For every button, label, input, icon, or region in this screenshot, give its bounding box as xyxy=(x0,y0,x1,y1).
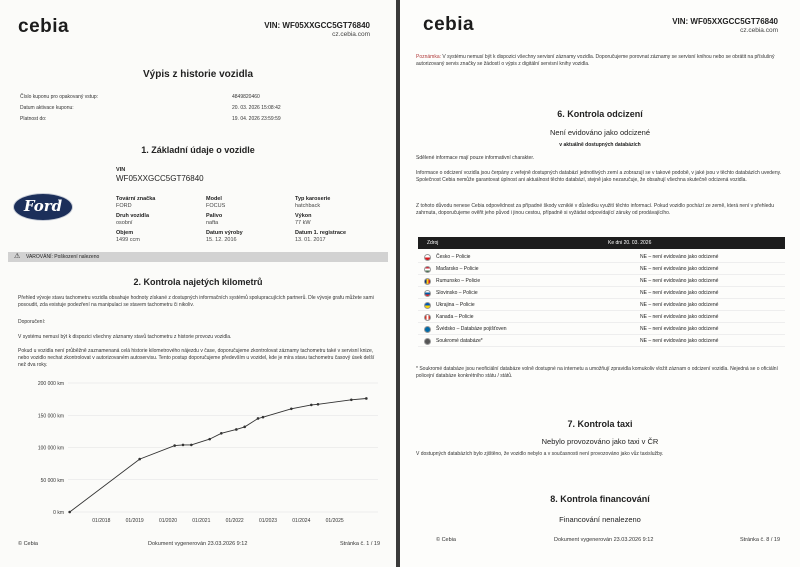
field-label: Model xyxy=(206,196,222,202)
mileage-chart xyxy=(0,376,396,526)
note-label: Poznámka: xyxy=(416,54,442,60)
mileage-point xyxy=(365,397,368,400)
mileage-point xyxy=(138,458,141,461)
recommend-label: Doporučení: xyxy=(18,319,46,325)
flag-icon xyxy=(424,254,431,261)
info-text: Sdělené informace mají pouze informativní charakter. xyxy=(416,155,535,161)
mileage-point xyxy=(290,408,293,411)
mileage-point xyxy=(243,426,246,429)
mileage-point xyxy=(262,416,265,419)
mileage-point xyxy=(235,428,238,431)
field-label: Druh vozidla xyxy=(116,213,150,219)
field-value: nafta xyxy=(206,220,219,226)
y-tick-label: 100 000 km xyxy=(37,445,64,452)
flag-icon xyxy=(424,314,431,321)
section-title: 6. Kontrola odcizení xyxy=(557,109,643,119)
x-tick-label: 01/2024 xyxy=(292,518,311,524)
field-label: Palivo xyxy=(206,213,223,219)
mileage-point xyxy=(310,404,313,407)
footer-brand: © Cebia xyxy=(436,537,456,543)
mileage-point xyxy=(257,417,260,420)
x-tick-label: 01/2019 xyxy=(125,518,144,524)
meta-label: Platnost do: xyxy=(20,116,47,122)
report-page-1 xyxy=(0,0,396,567)
table-row: Kanada – Policie NE – není evidováno jako odcizené xyxy=(418,312,785,323)
table-row: Česko – Policie NE – není evidováno jako odcizené xyxy=(418,252,785,263)
warning-text: VAROVÁNÍ: Poškození nalezeno xyxy=(26,254,100,260)
field-label: Typ karoserie xyxy=(295,196,331,202)
field-value: FOCUS xyxy=(206,203,226,209)
taxi-status: Nebylo provozováno jako taxi v ČR xyxy=(541,437,659,446)
flag-icon xyxy=(424,278,431,285)
table-row: Soukromé databáze* NE – není evidováno jako odcizené xyxy=(418,336,785,347)
mileage-point xyxy=(68,511,71,514)
footer-generated: Dokument vygenerován 23.03.2026 9:12 xyxy=(148,541,248,547)
mileage-point xyxy=(317,403,320,406)
header-website[interactable]: cz.cebia.com xyxy=(740,27,778,34)
cebia-logo: cebia xyxy=(423,14,475,35)
x-tick-label: 01/2025 xyxy=(325,518,344,524)
meta-label: Číslo kuponu pro opakovaný vstup: xyxy=(20,94,99,100)
x-tick-label: 01/2020 xyxy=(158,518,178,524)
footer-brand: © Cebia xyxy=(18,541,38,547)
header-website[interactable]: cz.cebia.com xyxy=(332,31,370,38)
recommend-text: V systému nemusí být k dispozici všechny záznamy stavů tachometru z historie provozu vozidla. xyxy=(18,334,232,340)
recommend-text2: Pokud u vozidla není průběžně zaznamenaná celá historie kilometrového nájezdu v čase, doporučujeme zkontrolovat záznamy tachometru také v servisní knize, nebo vozidlo nechat zkontrolovat v autorizovaném autoservisu. Tento postup doporučujeme především u vozidel, kde je míra stavu tachometru časový úsek delší než dva roky. xyxy=(18,348,375,368)
footnote: * Soukromé databáze jsou neoficiální databáze volně dostupné na internetu a umožňují zpravidla komukoliv vložit záznam o odcizení vozidla. Nejedná se o oficiální policejní databáze konkrétního státu / států. xyxy=(416,366,778,379)
meta-label: Datum aktivace kuponu: xyxy=(20,105,74,111)
field-label: Datum výroby xyxy=(206,230,243,236)
report-page-8 xyxy=(400,0,800,567)
mileage-point xyxy=(173,444,176,447)
mileage-intro: Přehled vývoje stavu tachometru vozidla obsahuje hodnoty získané z dostupných informačních systémů spolupracujících partnerů. Dle vývoje grafu můžete sami posoudit, zda existuje podezření na manipulaci se stavem tachometru či nikoliv. xyxy=(18,295,374,308)
flag-icon xyxy=(424,290,431,297)
taxi-text: V dostupných databázích bylo zjištěno, že vozidlo nebylo a v současnosti není provozováno jako vůz taxislužby. xyxy=(416,451,664,457)
theft-table-header xyxy=(418,237,785,249)
damage-warning-bar xyxy=(8,252,388,262)
vin-value: WF05XXGCC5GT76840 xyxy=(116,174,204,183)
section-title: 2. Kontrola najetých kilometrů xyxy=(133,277,263,287)
note-text: V systému nemusí být k dispozici všechny servisní záznamy vozidla. Doporučujeme porovnat záznamy se servisní knihou nebo se obrátit na příslušný autorizovaný servis značky se žádostí o výpis z digitální servisní knihy vozidla. xyxy=(416,54,775,67)
meta-value: 20. 03. 2026 15:08:42 xyxy=(232,105,281,111)
finance-status: Financování nenalezeno xyxy=(559,515,641,524)
table-row: Rumunsko – Policie NE – není evidováno jako odcizené xyxy=(418,276,785,287)
cebia-logo: cebia xyxy=(18,16,70,37)
y-tick-label: 150 000 km xyxy=(37,413,64,420)
y-tick-label: 50 000 km xyxy=(40,477,64,484)
field-value: 13. 01. 2017 xyxy=(295,237,326,243)
meta-value: 4849820460 xyxy=(232,94,260,100)
globe-icon xyxy=(424,338,431,345)
footer-page-number: Stránka č. 8 / 19 xyxy=(740,537,781,543)
y-tick-label: 200 000 km xyxy=(37,381,64,387)
x-tick-label: 01/2023 xyxy=(258,518,278,524)
footer-generated: Dokument vygenerován 23.03.2026 9:12 xyxy=(554,537,654,543)
field-value: 77 kW xyxy=(295,220,311,226)
warning-icon: ⚠ xyxy=(14,253,21,260)
theft-status: Není evidováno jako odcizené xyxy=(549,128,651,137)
table-row: Švédsko – Databáze pojišťoven NE – není evidováno jako odcizené xyxy=(418,324,785,335)
mileage-point xyxy=(190,444,193,447)
x-tick-label: 01/2018 xyxy=(92,518,111,524)
ford-logo: Ford xyxy=(13,193,73,221)
field-value: osobní xyxy=(116,220,133,226)
table-row: Ukrajina – Policie NE – není evidováno jako odcizené xyxy=(418,300,785,311)
y-tick-label: 0 km xyxy=(53,510,64,516)
section-title: 7. Kontrola taxi xyxy=(567,419,633,429)
section-title: 1. Základní údaje o vozidle xyxy=(141,145,255,155)
field-label: Objem xyxy=(116,230,134,236)
field-value: 1499 ccm xyxy=(116,237,140,243)
field-label: Datum 1. registrace xyxy=(295,230,347,236)
service-note xyxy=(416,54,788,68)
header-vin: VIN: WF05XXGCC5GT76840 xyxy=(672,17,778,26)
field-value: FORD xyxy=(116,203,132,209)
table-row: Maďarsko – Policie NE – není evidováno jako odcizené xyxy=(418,264,785,275)
vin-label: VIN xyxy=(116,167,126,173)
col-source: Zdroj xyxy=(427,240,439,246)
flag-icon xyxy=(424,326,431,333)
mileage-point xyxy=(220,432,223,435)
report-title: Výpis z historie vozidla xyxy=(142,69,254,80)
mileage-point xyxy=(350,398,353,401)
table-row: Slovinsko – Policie NE – není evidováno jako odcizené xyxy=(418,288,785,299)
field-label: Tovární značka xyxy=(116,196,156,202)
meta-value: 19. 04. 2026 23:59:59 xyxy=(232,116,281,122)
section-title: 8. Kontrola financování xyxy=(550,494,650,504)
footer-page-number: Stránka č. 1 / 19 xyxy=(340,541,381,547)
field-value: 15. 12. 2016 xyxy=(206,237,237,243)
info-text: Informace o odcizení vozidla jsou čerpány z veřejně dostupných databází jednotlivých zemí a zobrazují se v takové podobě, v jaké jsou v těchto databázích uvedeny. Společnost Cebia nemůže garantovat úplnost ani aktuálnost těchto databází, stejně jako nezaručuje, že obsahují všechna skutečně odcizená vozidla. xyxy=(416,170,782,183)
mileage-point xyxy=(182,444,185,447)
x-tick-label: 01/2021 xyxy=(192,518,211,524)
x-tick-label: 01/2022 xyxy=(225,518,244,524)
mileage-point xyxy=(208,438,211,441)
field-value: hatchback xyxy=(295,203,321,209)
flag-icon xyxy=(424,302,431,309)
theft-subtitle: v aktuálně dostupných databázích xyxy=(559,142,641,148)
info-text: Z tohoto důvodu nenese Cebia odpovědnost za případné škody vzniklé v důsledku využití těchto informací. Pokud vozidlo pochází ze země, která není v přehledu zahrnuta, doporučujeme ověřit jeho původ i jinou cestou, případně si vyžádat odpovídající záruky od prodávajícího. xyxy=(416,203,774,216)
col-date: Ke dni 20. 03. 2026 xyxy=(608,240,652,246)
header-vin: VIN: WF05XXGCC5GT76840 xyxy=(264,21,370,30)
field-label: Výkon xyxy=(295,213,312,219)
flag-icon xyxy=(424,266,431,273)
